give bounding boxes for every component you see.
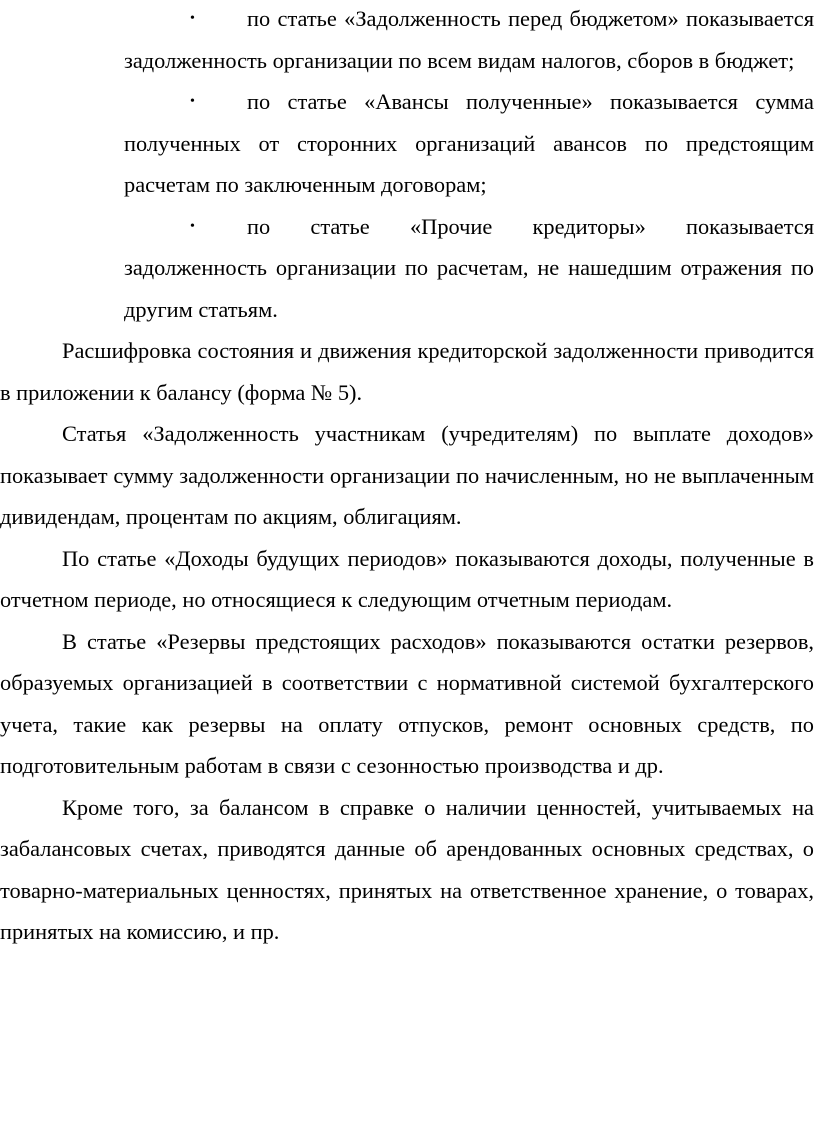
paragraph-decoding: Расшифровка состояния и движения кредиторской задолженности приводится в приложении к балансу (форма № 5). — [0, 338, 814, 405]
bullet-text: по статье «Авансы полученные» показывается сумма полученных от сторонних организаций авансов по предстоящим расчетам по заключенным договорам; — [124, 89, 814, 197]
bullet-text: по статье «Прочие кредиторы» показывается задолженность организации по расчетам, не нашедшим отражения по другим статьям. — [124, 213, 814, 322]
bullet-item-other-creditors — [124, 206, 814, 331]
paragraph-reserves: В статье «Резервы предстоящих расходов» показываются остатки резервов, образуемых организацией в соответствии с нормативной системой бухгалтерского учета, такие как резервы на оплату отпусков, ремонт основных средств, по подготовительным работам в связи с сезонностью производства и др. — [0, 628, 814, 778]
paragraph-participants-debt: Статья «Задолженность участникам (учредителям) по выплате доходов» показывает сумму задолженности организации по начисленным, но не выплаченным дивидендам, процентам по акциям, облигациям. — [0, 421, 814, 529]
bullet-icon: • — [190, 11, 195, 26]
paragraph-future-income: По статье «Доходы будущих периодов» показываются доходы, полученные в отчетном периоде, но относящиеся к следующим отчетным периодам. — [0, 545, 814, 612]
paragraph-off-balance: Кроме того, за балансом в справке о наличии ценностей, учитываемых на забалансовых счетах, приводятся данные об арендованных основных средствах, о товарно-материальных ценностях, принятых на ответственное хранение, о товарах, принятых на комиссию, и пр. — [0, 794, 814, 944]
bullet-text: по статье «Задолженность перед бюджетом» показывается задолженность организации по всем видам налогов, сборов в бюджет; — [124, 6, 814, 73]
bullet-item-budget-debt — [124, 0, 814, 81]
bullet-icon: • — [190, 94, 195, 109]
bullet-icon: • — [190, 218, 195, 234]
bullet-item-advances-received — [124, 81, 814, 206]
